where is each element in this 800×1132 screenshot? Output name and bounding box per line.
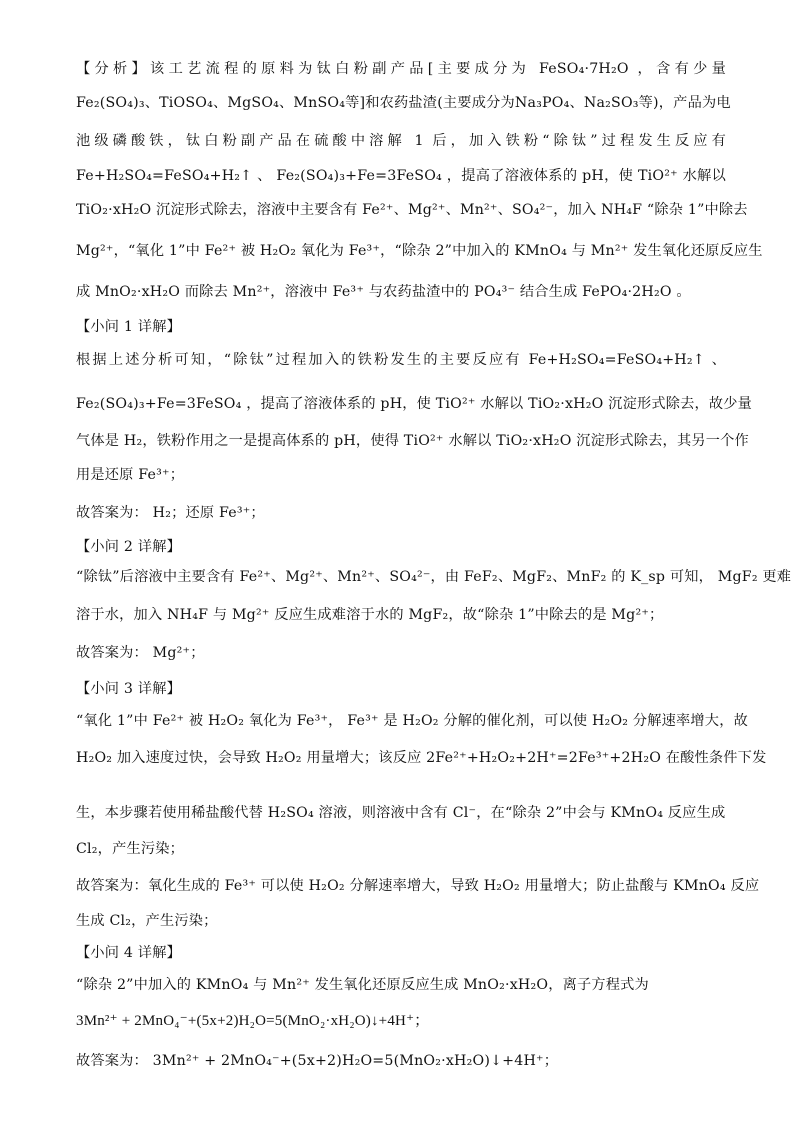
- q2-line-1: “除钛”后溶液中主要含有 Fe²⁺、Mg²⁺、Mn²⁺、SO₄²⁻，由 FeF₂、MgF₂、MnF₂ 的 K_sp 可知， MgF₂ 更难: [76, 569, 792, 585]
- q1-line-3: 气体是 H₂，铁粉作用之一是提高体系的 pH，使得 TiO²⁺ 水解以 TiO₂·xH₂O 沉淀形式除去，其另一个作: [76, 433, 749, 449]
- section-heading-q2: 【小问 2 详解】: [76, 539, 181, 555]
- analysis-line-2: Fe₂(SO₄)₃、TiOSO₄、MgSO₄、MnSO₄等]和农药盐渣(主要成分为Na₃PO₄、Na₂SO₃等)，产品为电: [76, 95, 731, 111]
- section-heading-q4: 【小问 4 详解】: [76, 945, 181, 961]
- analysis-line-5: TiO₂·xH₂O 沉淀形式除去，溶液中主要含有 Fe²⁺、Mg²⁺、Mn²⁺、SO₄²⁻，加入 NH₄F “除杂 1”中除去: [76, 202, 748, 218]
- analysis-line-4: Fe+H₂SO₄=FeSO₄+H₂↑ 、 Fe₂(SO₄)₃+Fe=3FeSO₄ ，提高了溶液体系的 pH，使 TiO²⁺ 水解以: [76, 168, 726, 184]
- q1-line-4: 用是还原 Fe³⁺；: [76, 467, 185, 483]
- q1-answer: 故答案为： H₂；还原 Fe³⁺；: [76, 505, 265, 521]
- analysis-line-3: 池级磷酸铁，钛白粉副产品在硫酸中溶解 1 后，加入铁粉“除钛”过程发生反应有: [76, 133, 726, 149]
- q4-answer: 故答案为： 3Mn²⁺ + 2MnO₄⁻+(5x+2)H₂O=5(MnO₂·xH₂O)↓+4H⁺；: [76, 1053, 559, 1069]
- q1-line-2: Fe₂(SO₄)₃+Fe=3FeSO₄ ，提高了溶液体系的 pH，使 TiO²⁺ 水解以 TiO₂·xH₂O 沉淀形式除去，故少量: [76, 396, 753, 412]
- q4-equation: 3Mn²⁺ + 2MnO₄⁻+(5x+2)H₂O=5(MnO₂·xH₂O)↓+4H⁺；: [76, 1013, 430, 1029]
- q2-answer: 故答案为： Mg²⁺；: [76, 645, 205, 661]
- q1-line-1: 根据上述分析可知，“除钛”过程加入的铁粉发生的主要反应有 Fe+H₂SO₄=FeSO₄+H₂↑ 、: [76, 352, 726, 368]
- q3-answer-1: 故答案为：氧化生成的 Fe³⁺ 可以使 H₂O₂ 分解速率增大，导致 H₂O₂ 用量增大；防止盐酸与 KMnO₄ 反应: [76, 878, 760, 894]
- section-heading-q3: 【小问 3 详解】: [76, 681, 181, 697]
- section-heading-q1: 【小问 1 详解】: [76, 319, 181, 335]
- q3-line-2: H₂O₂ 加入速度过快，会导致 H₂O₂ 用量增大；该反应 2Fe²⁺+H₂O₂+2H⁺=2Fe³⁺+2H₂O 在酸性条件下发: [76, 750, 767, 766]
- q3-line-4: Cl₂，产生污染；: [76, 841, 185, 857]
- q3-line-1: “氧化 1”中 Fe²⁺ 被 H₂O₂ 氧化为 Fe³⁺， Fe³⁺ 是 H₂O₂ 分解的催化剂，可以使 H₂O₂ 分解速率增大，故: [76, 713, 748, 729]
- q3-answer-2: 生成 Cl₂，产生污染；: [76, 913, 218, 929]
- analysis-line-6: Mg²⁺，“氧化 1”中 Fe²⁺ 被 H₂O₂ 氧化为 Fe³⁺，“除杂 2”中加入的 KMnO₄ 与 Mn²⁺ 发生氧化还原反应生: [76, 243, 763, 259]
- q3-line-3: 生，本步骤若使用稀盐酸代替 H₂SO₄ 溶液，则溶液中含有 Cl⁻，在“除杂 2”中会与 KMnO₄ 反应生成: [76, 805, 726, 821]
- analysis-line-1: 【分析】该工艺流程的原料为钛白粉副产品[主要成分为 FeSO₄·7H₂O ，含有少量: [76, 61, 726, 77]
- analysis-line-7: 成 MnO₂·xH₂O 而除去 Mn²⁺，溶液中 Fe³⁺ 与农药盐渣中的 PO₄³⁻ 结合生成 FePO₄·2H₂O 。: [76, 284, 691, 300]
- q2-line-2: 溶于水，加入 NH₄F 与 Mg²⁺ 反应生成难溶于水的 MgF₂，故“除杂 1”中除去的是 Mg²⁺；: [76, 607, 664, 623]
- q4-line-1: “除杂 2”中加入的 KMnO₄ 与 Mn²⁺ 发生氧化还原反应生成 MnO₂·xH₂O，离子方程式为: [76, 977, 649, 993]
